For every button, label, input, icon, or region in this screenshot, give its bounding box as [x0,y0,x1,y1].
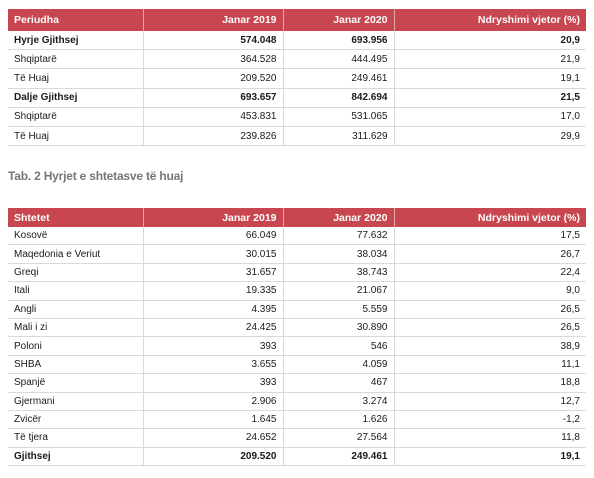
table-cell: Kosovë [8,227,143,245]
table-foreign-arrivals [8,208,586,466]
table-cell: 3.274 [283,392,394,410]
table-row [8,227,586,245]
table-cell: 38.034 [283,245,394,263]
table-cell: Të Huaj [8,69,143,88]
table-cell: 12,7 [394,392,586,410]
table-row [8,300,586,318]
table-cell: 24.425 [143,318,283,336]
table-row [8,410,586,428]
table-row [8,429,586,447]
table-cell: Zvicër [8,410,143,428]
table-row [8,31,586,50]
table-cell: 19.335 [143,282,283,300]
table-row [8,50,586,69]
table-cell: 20,9 [394,31,586,50]
table-cell: 21,9 [394,50,586,69]
table-cell: 453.831 [143,107,283,126]
table-cell: Të tjera [8,429,143,447]
table-cell: 693.956 [283,31,394,50]
table-cell: 1.626 [283,410,394,428]
table-cell: 393 [143,374,283,392]
table-cell: 19,1 [394,69,586,88]
table-cell: 249.461 [283,447,394,465]
table-cell: 30.890 [283,318,394,336]
table-total-row [8,447,586,465]
column-header: Shtetet [8,208,143,227]
table-cell: 19,1 [394,447,586,465]
table-cell: 842.694 [283,88,394,107]
table-cell: 364.528 [143,50,283,69]
table-row [8,69,586,88]
table-cell: 249.461 [283,69,394,88]
table-row [8,245,586,263]
table-cell: 11,8 [394,429,586,447]
table-cell: Shqiptarë [8,50,143,69]
column-header: Ndryshimi vjetor (%) [394,9,586,31]
table-cell: 77.632 [283,227,394,245]
table-cell: 1.645 [143,410,283,428]
table-row [8,392,586,410]
table-cell: Angli [8,300,143,318]
table-cell: 2.906 [143,392,283,410]
table-cell: 4.059 [283,355,394,373]
table-cell: Dalje Gjithsej [8,88,143,107]
column-header: Ndryshimi vjetor (%) [394,208,586,227]
table-row [8,126,586,145]
table-cell: 4.395 [143,300,283,318]
table-cell: Gjermani [8,392,143,410]
table-row [8,318,586,336]
table-cell: 209.520 [143,447,283,465]
table-cell: 444.495 [283,50,394,69]
table-border-crossings [8,9,586,146]
column-header: Janar 2020 [283,9,394,31]
table-cell: 239.826 [143,126,283,145]
table-cell: 9,0 [394,282,586,300]
table-cell: Maqedonia e Veriut [8,245,143,263]
table-cell: -1,2 [394,410,586,428]
table-cell: 26,5 [394,318,586,336]
table-cell: 531.065 [283,107,394,126]
table-cell: 467 [283,374,394,392]
table-cell: 22,4 [394,263,586,281]
table-cell: Të Huaj [8,126,143,145]
table-cell: 38.743 [283,263,394,281]
table-cell: 5.559 [283,300,394,318]
table-row [8,374,586,392]
table-row [8,263,586,281]
table-cell: 17,5 [394,227,586,245]
table-cell: 574.048 [143,31,283,50]
table-cell: Greqi [8,263,143,281]
table-cell: 30.015 [143,245,283,263]
table-cell: 693.657 [143,88,283,107]
table-header-row [8,208,586,227]
table-cell: 18,8 [394,374,586,392]
table-cell: 24.652 [143,429,283,447]
table-cell: 29,9 [394,126,586,145]
table-cell: 31.657 [143,263,283,281]
table-row [8,107,586,126]
table-row [8,282,586,300]
table-cell: 26,7 [394,245,586,263]
column-header: Janar 2019 [143,208,283,227]
table-cell: Gjithsej [8,447,143,465]
table-cell: 17,0 [394,107,586,126]
table-cell: 27.564 [283,429,394,447]
table-row [8,337,586,355]
table-cell: Shqiptarë [8,107,143,126]
column-header: Periudha [8,9,143,31]
table-cell: 21,5 [394,88,586,107]
table-cell: Hyrje Gjithsej [8,31,143,50]
table-cell: 66.049 [143,227,283,245]
table-row [8,88,586,107]
table-row [8,355,586,373]
table-cell: Mali i zi [8,318,143,336]
table-header-row [8,9,586,31]
table-cell: 26,5 [394,300,586,318]
table-cell: 38,9 [394,337,586,355]
column-header: Janar 2019 [143,9,283,31]
table-cell: 11,1 [394,355,586,373]
table-cell: SHBA [8,355,143,373]
table-cell: 393 [143,337,283,355]
table-cell: Spanjë [8,374,143,392]
column-header: Janar 2020 [283,208,394,227]
table-cell: 546 [283,337,394,355]
table-cell: 21.067 [283,282,394,300]
table-cell: Itali [8,282,143,300]
table-cell: 311.629 [283,126,394,145]
table-cell: 209.520 [143,69,283,88]
table-caption: Tab. 2 Hyrjet e shtetasve të huaj [8,169,184,183]
table-cell: 3.655 [143,355,283,373]
table-cell: Poloni [8,337,143,355]
